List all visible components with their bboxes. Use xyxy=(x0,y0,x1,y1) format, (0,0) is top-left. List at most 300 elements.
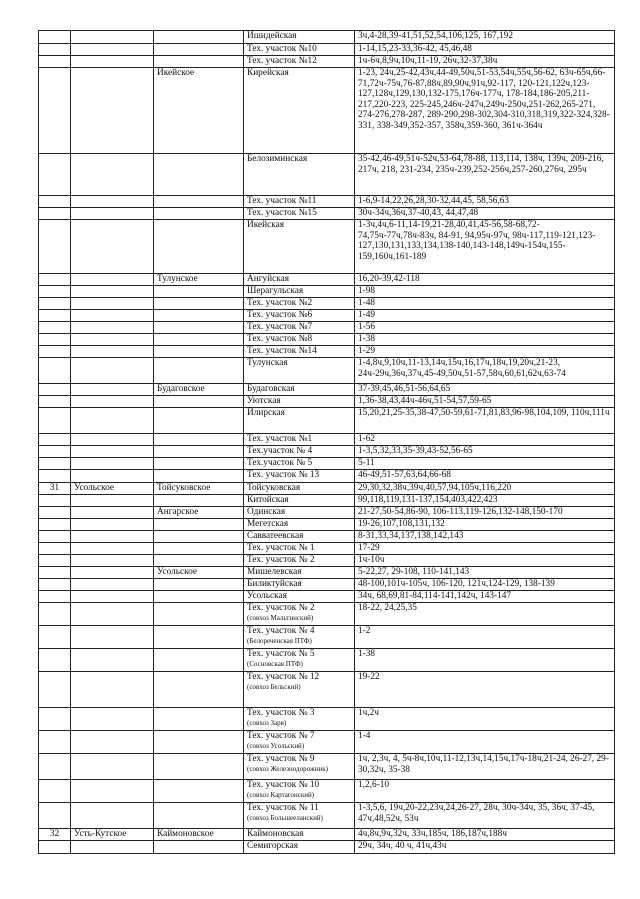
section-cell xyxy=(244,298,355,310)
section-note: (Сосновская ПТФ) xyxy=(247,659,303,668)
forestry-cell xyxy=(154,495,244,507)
forestry-cell xyxy=(154,408,244,434)
district-cell xyxy=(71,579,154,591)
district-cell xyxy=(71,346,154,358)
district-cell xyxy=(71,780,154,803)
table-row xyxy=(39,310,615,322)
number-cell xyxy=(39,396,71,408)
quarters-cell-text: 1-56 xyxy=(358,322,376,332)
section-cell xyxy=(244,358,355,384)
forestry-cell xyxy=(154,274,244,286)
section-cell xyxy=(244,841,355,854)
forestry-cell xyxy=(154,298,244,310)
district-cell xyxy=(71,458,154,470)
table-row xyxy=(39,334,615,346)
forestry-cell-text: Икейское xyxy=(157,68,195,78)
section-cell xyxy=(244,829,355,841)
section-cell-text: Тех. участок № 3 xyxy=(247,708,315,718)
forestry-cell xyxy=(154,446,244,458)
number-cell xyxy=(39,31,71,44)
forestry-cell xyxy=(154,731,244,754)
forestry-cell xyxy=(154,334,244,346)
section-cell-text: Савватеевская xyxy=(247,531,304,541)
forestry-cell xyxy=(154,603,244,626)
table-row xyxy=(39,358,615,384)
table-row xyxy=(39,731,615,754)
section-cell xyxy=(244,458,355,470)
quarters-cell-text: 29ч, 34ч, 40 ч, 41ч,43ч xyxy=(358,841,447,851)
quarters-cell xyxy=(355,731,615,754)
quarters-cell xyxy=(355,384,615,396)
table-row xyxy=(39,519,615,531)
quarters-cell-text: 30ч-34ч,36ч,37-40,43, 44,47,48 xyxy=(358,208,479,218)
forestry-cell xyxy=(154,434,244,446)
district-cell-text: Усть-Кутское xyxy=(74,829,127,839)
district-cell xyxy=(71,603,154,626)
quarters-cell-text: 99,118,119,131-137,154,403,422,423 xyxy=(358,495,498,505)
quarters-cell-text: 1ч-10ч xyxy=(358,555,385,565)
quarters-cell-text: 46-49,51-57,63,64,66-68 xyxy=(358,470,451,480)
forestry-cell xyxy=(154,754,244,780)
section-cell xyxy=(244,519,355,531)
forestry-cell-text: Ангарское xyxy=(157,507,199,517)
table-row xyxy=(39,346,615,358)
district-cell xyxy=(71,708,154,731)
quarters-cell-text: 35-42,46-49,51ч-52ч,53-64,78-88, 113,114, 138ч, 139ч, 209-216, 217ч, 218, 231-234, 235ч-239,252-256ч,257-260,276ч, 295ч xyxy=(358,154,604,175)
forestry-cell xyxy=(154,803,244,829)
quarters-cell xyxy=(355,286,615,298)
section-cell xyxy=(244,731,355,754)
section-cell-text: Тех. участок № 10 xyxy=(247,780,320,790)
section-cell-text: Китойская xyxy=(247,495,289,505)
section-note: (совхоз Заря) xyxy=(247,718,287,727)
number-cell xyxy=(39,543,71,555)
table-row xyxy=(39,626,615,649)
quarters-cell-text: 48-100,101ч-105ч, 106-120, 121ч,124-129, 138-139 xyxy=(358,579,555,589)
table-row xyxy=(39,434,615,446)
quarters-cell-text: 1-3,5,6, 19ч,20-22,23ч,24,26-27, 28ч, 30ч-34ч, 35, 36ч, 37-45, 47ч,48,52ч, 53ч xyxy=(358,803,595,824)
section-cell-text: Тех. участок №11 xyxy=(247,196,317,206)
quarters-cell xyxy=(355,567,615,579)
number-cell xyxy=(39,56,71,68)
quarters-cell xyxy=(355,358,615,384)
quarters-cell-text: 1-3,5,32,33,35-39,43-52,56-65 xyxy=(358,446,473,456)
quarters-cell-text: 1-29 xyxy=(358,346,376,356)
table-row xyxy=(39,507,615,519)
section-cell xyxy=(244,649,355,672)
section-note: (совхоз Картагонский) xyxy=(247,790,315,799)
district-cell xyxy=(71,286,154,298)
district-cell xyxy=(71,310,154,322)
quarters-cell xyxy=(355,310,615,322)
forestry-cell-text: Каймоновское xyxy=(157,829,214,839)
quarters-cell xyxy=(355,780,615,803)
section-cell-text: Икейская xyxy=(247,220,285,230)
section-cell-text: Тех. участок № 11 xyxy=(247,803,319,813)
district-cell xyxy=(71,531,154,543)
number-cell xyxy=(39,579,71,591)
forestry-table xyxy=(38,30,615,854)
table-row xyxy=(39,408,615,434)
section-cell xyxy=(244,310,355,322)
table-row xyxy=(39,672,615,708)
quarters-cell xyxy=(355,408,615,434)
table-row xyxy=(39,470,615,483)
quarters-cell-text: 1-4,8ч,9,10ч,11-13,14ч,15ч,16,17ч,18ч,19,20ч,21-23, 24ч-29ч,36ч,37ч,45-49,50ч,51-57,58ч,60,61,62ч,63-74 xyxy=(358,358,566,379)
section-cell-text: Мегетская xyxy=(247,519,289,529)
quarters-cell xyxy=(355,434,615,446)
district-cell xyxy=(71,731,154,754)
quarters-cell-text: 1-3ч,4ч,6-11,14-19,21-28,40,41,45-56,58-68,72-74,75ч-77ч,78ч-83ч, 84-91, 94,95ч-97ч, 98ч-117,119-121,123-127,130,131,133,134,138-140,143-148,149ч-154ч,155-159,160ч,161-189 xyxy=(358,220,596,262)
quarters-cell-text: 1ч, 2,3ч, 4, 5ч-8ч,10ч,11-12,13ч,14,15ч,17ч-18ч,21-24, 26-27, 29-30,32ч, 35-38 xyxy=(358,754,609,775)
quarters-cell xyxy=(355,841,615,854)
forestry-cell xyxy=(154,567,244,579)
quarters-cell-text: 1-23, 24ч,25-42,43ч,44-49,50ч,51-53,54ч,55ч,56-62, 63ч-65ч,66-71,72ч-75ч,76-87,88ч,89,90ч,91ч,92-117, 120-121,122ч,123-127,128ч,129,130,132-175,176ч-177ч, 178-184,186-205,211-217,220-223, 225-245,246ч-247ч,249ч-250ч,251-262,265-271, 274-276,278-287, 289-290,298-302,304-310,318,319,322-324,328-331, 338-349,352-357, 358ч,359-360, 361ч-364ч xyxy=(358,68,610,131)
quarters-cell-text: 21-27,50-54,86-90, 106-113,119-126,132-148,150-170 xyxy=(358,507,563,517)
quarters-cell-text: 1-48 xyxy=(358,298,376,308)
quarters-cell xyxy=(355,196,615,208)
section-cell-text: Тех. участок №1 xyxy=(247,434,313,444)
section-cell-text: Тех. участок №2 xyxy=(247,298,313,308)
forestry-cell xyxy=(154,579,244,591)
quarters-cell xyxy=(355,470,615,483)
table-row xyxy=(39,274,615,286)
table-row xyxy=(39,829,615,841)
district-cell xyxy=(71,446,154,458)
forestry-cell xyxy=(154,483,244,495)
section-cell xyxy=(244,56,355,68)
section-cell xyxy=(244,286,355,298)
forestry-cell xyxy=(154,470,244,483)
forestry-cell xyxy=(154,196,244,208)
section-cell xyxy=(244,196,355,208)
table-row xyxy=(39,196,615,208)
section-cell xyxy=(244,408,355,434)
quarters-cell xyxy=(355,322,615,334)
district-cell xyxy=(71,841,154,854)
forestry-cell xyxy=(154,346,244,358)
table-body xyxy=(39,31,615,854)
forestry-cell xyxy=(154,519,244,531)
table-row xyxy=(39,322,615,334)
forestry-cell xyxy=(154,384,244,396)
forestry-cell xyxy=(154,208,244,220)
number-cell xyxy=(39,649,71,672)
section-cell xyxy=(244,672,355,708)
table-row xyxy=(39,543,615,555)
quarters-cell xyxy=(355,346,615,358)
number-cell xyxy=(39,310,71,322)
quarters-cell xyxy=(355,507,615,519)
quarters-cell-text: 4ч,8ч,9ч,32ч, 33ч,185ч, 186,187ч,188ч xyxy=(358,829,507,839)
section-cell xyxy=(244,446,355,458)
quarters-cell xyxy=(355,334,615,346)
section-cell xyxy=(244,543,355,555)
number-cell xyxy=(39,731,71,754)
forestry-cell xyxy=(154,310,244,322)
table-row xyxy=(39,555,615,567)
district-cell xyxy=(71,591,154,603)
number-cell xyxy=(39,44,71,56)
number-cell xyxy=(39,591,71,603)
number-cell xyxy=(39,603,71,626)
quarters-cell-text: 17-29 xyxy=(358,543,380,553)
district-cell xyxy=(71,334,154,346)
section-cell xyxy=(244,434,355,446)
district-cell xyxy=(71,208,154,220)
forestry-cell xyxy=(154,44,244,56)
forestry-cell xyxy=(154,531,244,543)
quarters-cell xyxy=(355,68,615,154)
number-cell xyxy=(39,322,71,334)
district-cell xyxy=(71,408,154,434)
number-cell xyxy=(39,470,71,483)
quarters-cell-text: 29,30,32,38ч,39ч,40,57,94,105ч,116,220 xyxy=(358,483,512,493)
district-cell-text: Усольское xyxy=(74,483,115,493)
number-cell xyxy=(39,358,71,384)
forestry-cell xyxy=(154,56,244,68)
quarters-cell-text: 1-49 xyxy=(358,310,376,320)
quarters-cell xyxy=(355,531,615,543)
section-note: (совхоз Мальтинский) xyxy=(247,613,314,622)
section-cell xyxy=(244,154,355,196)
section-cell xyxy=(244,396,355,408)
district-cell xyxy=(71,44,154,56)
section-cell xyxy=(244,591,355,603)
district-cell xyxy=(71,555,154,567)
quarters-cell-text: 1-2 xyxy=(358,626,371,636)
section-cell xyxy=(244,334,355,346)
number-cell xyxy=(39,220,71,274)
quarters-cell-text: 15,20,21,25-35,38-47,50-59,61-71,81,83,96-98,104,109, 110ч,111ч xyxy=(358,408,610,418)
section-cell xyxy=(244,579,355,591)
district-cell xyxy=(71,322,154,334)
forestry-cell-text: Тойсуковское xyxy=(157,483,211,493)
table-row xyxy=(39,56,615,68)
number-cell xyxy=(39,286,71,298)
section-cell-text: Одинская xyxy=(247,507,286,517)
section-cell-text: Тех. участок № 7 xyxy=(247,731,315,741)
quarters-cell xyxy=(355,649,615,672)
number-cell xyxy=(39,334,71,346)
section-cell-text: Шерагульская xyxy=(247,286,304,296)
table-row xyxy=(39,708,615,731)
number-cell xyxy=(39,446,71,458)
district-cell xyxy=(71,672,154,708)
section-cell xyxy=(244,626,355,649)
quarters-cell xyxy=(355,829,615,841)
quarters-cell-text: 3ч,4-28,39-41,51,52,54,106,125, 167,192 xyxy=(358,31,513,41)
number-cell xyxy=(39,196,71,208)
quarters-cell xyxy=(355,56,615,68)
quarters-cell xyxy=(355,298,615,310)
section-cell-text: Тех. участок №6 xyxy=(247,310,313,320)
section-cell-text: Мишелевская xyxy=(247,567,302,577)
section-cell-text: Тойсуковская xyxy=(247,483,301,493)
district-cell xyxy=(71,754,154,780)
number-cell xyxy=(39,408,71,434)
section-cell-text: Каймоновская xyxy=(247,829,304,839)
quarters-cell xyxy=(355,754,615,780)
section-cell-text: Тех. участок №14 xyxy=(247,346,317,356)
forestry-cell xyxy=(154,507,244,519)
quarters-cell xyxy=(355,274,615,286)
quarters-cell xyxy=(355,519,615,531)
section-cell xyxy=(244,603,355,626)
quarters-cell xyxy=(355,803,615,829)
section-cell xyxy=(244,803,355,829)
table-row xyxy=(39,649,615,672)
forestry-cell xyxy=(154,708,244,731)
section-cell-text: Уютская xyxy=(247,396,281,406)
number-cell xyxy=(39,708,71,731)
table-row xyxy=(39,220,615,274)
forestry-cell xyxy=(154,154,244,196)
number-cell xyxy=(39,555,71,567)
section-cell-text: Тех. участок № 9 xyxy=(247,754,315,764)
section-cell xyxy=(244,483,355,495)
forestry-cell xyxy=(154,626,244,649)
district-cell xyxy=(71,154,154,196)
table-row xyxy=(39,495,615,507)
number-cell-text: 32 xyxy=(49,829,60,839)
district-cell xyxy=(71,649,154,672)
quarters-cell-text: 18-22, 24,25,35 xyxy=(358,603,417,613)
district-cell xyxy=(71,68,154,154)
forestry-cell xyxy=(154,672,244,708)
table-row xyxy=(39,483,615,495)
number-cell xyxy=(39,780,71,803)
district-cell xyxy=(71,358,154,384)
district-cell xyxy=(71,483,154,495)
district-cell xyxy=(71,31,154,44)
forestry-cell xyxy=(154,591,244,603)
district-cell xyxy=(71,298,154,310)
number-cell xyxy=(39,68,71,154)
section-cell xyxy=(244,495,355,507)
table-row xyxy=(39,567,615,579)
section-cell-text: Тех. участок № 1 xyxy=(247,543,315,553)
section-cell xyxy=(244,780,355,803)
table-row xyxy=(39,68,615,154)
district-cell xyxy=(71,803,154,829)
table-row xyxy=(39,396,615,408)
table-row xyxy=(39,579,615,591)
quarters-cell xyxy=(355,591,615,603)
number-cell xyxy=(39,154,71,196)
number-cell xyxy=(39,483,71,495)
table-row xyxy=(39,458,615,470)
number-cell xyxy=(39,346,71,358)
quarters-cell xyxy=(355,208,615,220)
number-cell xyxy=(39,531,71,543)
quarters-cell-text: 1ч,2ч xyxy=(358,708,379,718)
district-cell xyxy=(71,519,154,531)
table-row xyxy=(39,31,615,44)
number-cell xyxy=(39,626,71,649)
section-cell xyxy=(244,208,355,220)
table-row xyxy=(39,591,615,603)
section-cell xyxy=(244,44,355,56)
section-cell-text: Усольская xyxy=(247,591,287,601)
table-row xyxy=(39,298,615,310)
section-cell xyxy=(244,31,355,44)
quarters-cell xyxy=(355,220,615,274)
section-cell xyxy=(244,346,355,358)
section-cell-text: Тех. участок № 12 xyxy=(247,672,320,682)
quarters-cell xyxy=(355,708,615,731)
forestry-cell xyxy=(154,841,244,854)
section-cell-text: Тех. участок №8 xyxy=(247,334,313,344)
forestry-cell xyxy=(154,649,244,672)
number-cell xyxy=(39,384,71,396)
section-cell-text: Ангуйская xyxy=(247,274,290,284)
quarters-cell xyxy=(355,483,615,495)
section-cell-text: Тулунская xyxy=(247,358,288,368)
section-cell xyxy=(244,68,355,154)
number-cell-text: 31 xyxy=(49,483,60,493)
quarters-cell-text: 1-4 xyxy=(358,731,371,741)
forestry-cell xyxy=(154,780,244,803)
number-cell xyxy=(39,298,71,310)
table-row xyxy=(39,603,615,626)
section-cell-text: Ишидейская xyxy=(247,31,297,41)
forestry-cell xyxy=(154,458,244,470)
section-cell xyxy=(244,708,355,731)
district-cell xyxy=(71,507,154,519)
section-note: (совхоз Бельский) xyxy=(247,682,301,691)
section-cell-text: Биликтуйская xyxy=(247,579,302,589)
table-row xyxy=(39,154,615,196)
quarters-cell-text: 5-22,27, 29-108, 110-141,143 xyxy=(358,567,470,577)
quarters-cell xyxy=(355,555,615,567)
section-cell-text: Илирская xyxy=(247,408,285,418)
quarters-cell-text: 1-98 xyxy=(358,286,376,296)
number-cell xyxy=(39,672,71,708)
table-row xyxy=(39,286,615,298)
quarters-cell-text: 19-22 xyxy=(358,672,380,682)
table-row xyxy=(39,384,615,396)
forestry-cell xyxy=(154,829,244,841)
quarters-cell xyxy=(355,31,615,44)
number-cell xyxy=(39,495,71,507)
table-row xyxy=(39,44,615,56)
forestry-cell xyxy=(154,358,244,384)
section-cell-text: Тех. участок № 2 xyxy=(247,555,315,565)
section-cell-text: Тех. участок №10 xyxy=(247,44,317,54)
district-cell xyxy=(71,567,154,579)
number-cell xyxy=(39,507,71,519)
section-cell-text: Тех. участок № 13 xyxy=(247,470,320,480)
district-cell xyxy=(71,220,154,274)
quarters-cell-text: 8-31,33,34,137,138,142,143 xyxy=(358,531,464,541)
district-cell xyxy=(71,434,154,446)
quarters-cell xyxy=(355,495,615,507)
quarters-cell-text: 1,36-38,43,44ч-46ч,51-54,57,59-65 xyxy=(358,396,492,406)
section-cell xyxy=(244,531,355,543)
district-cell xyxy=(71,470,154,483)
quarters-cell xyxy=(355,154,615,196)
section-cell-text: Будаговская xyxy=(247,384,295,394)
number-cell xyxy=(39,567,71,579)
section-cell xyxy=(244,555,355,567)
section-cell-text: Тех. участок №15 xyxy=(247,208,317,218)
number-cell xyxy=(39,434,71,446)
quarters-cell xyxy=(355,396,615,408)
forestry-cell xyxy=(154,322,244,334)
district-cell xyxy=(71,829,154,841)
table-row xyxy=(39,780,615,803)
